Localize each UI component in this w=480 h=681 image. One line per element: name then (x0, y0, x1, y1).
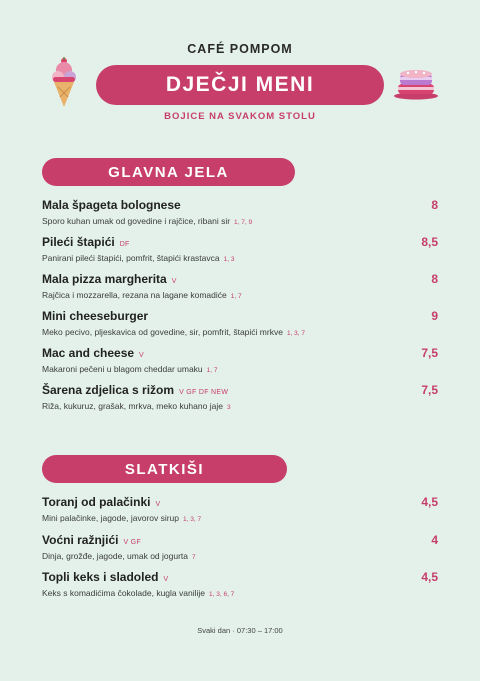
menu-item (42, 381, 438, 411)
item-desc-text: Panirani pileći štapići, pomfrit, štapići krastavca (42, 253, 220, 263)
opening-hours: Svaki dan · 07:30 – 17:00 (197, 626, 283, 635)
item-description (42, 253, 438, 263)
item-description (42, 216, 438, 226)
item-name (42, 307, 153, 325)
item-name-text: Voćni ražnjići (42, 533, 119, 547)
item-description (42, 588, 438, 598)
item-desc-text: Makaroni pečeni u blagom cheddar umaku (42, 364, 203, 374)
menu-item (42, 344, 438, 374)
item-price: 8,5 (421, 235, 438, 249)
menu-item (42, 233, 438, 263)
item-name (42, 196, 186, 214)
menu-item (42, 531, 438, 561)
item-description (42, 364, 438, 374)
item-allergens: 1, 3 (223, 256, 235, 263)
section-desserts-title (42, 455, 287, 483)
item-name-text: Toranj od palačinki (42, 495, 151, 509)
menu-title (96, 65, 384, 105)
item-name (42, 344, 144, 362)
item-tags: V (155, 501, 161, 508)
menu-item (42, 196, 438, 226)
item-description (42, 290, 438, 300)
item-name-text: Mala špageta bolognese (42, 198, 181, 212)
section-main-title (42, 158, 295, 186)
item-name-text: Mala pizza margherita (42, 272, 167, 286)
item-tags: V (139, 352, 145, 359)
cake-icon (393, 66, 439, 100)
item-price: 4,5 (421, 495, 438, 509)
section-desserts-title-text: SLATKIŠI (124, 460, 205, 478)
item-desc-text: Riža, kukuruz, grašak, mrkva, meko kuhano jaje (42, 401, 223, 411)
item-name (42, 531, 141, 549)
item-allergens: 7 (192, 554, 196, 561)
item-allergens: 1, 7 (206, 367, 218, 374)
item-description (42, 401, 438, 411)
item-tags: V GF DF NEW (179, 389, 229, 396)
item-name-text: Topli keks i sladoled (42, 570, 159, 584)
item-name (42, 381, 228, 399)
item-price: 9 (431, 309, 438, 323)
menu-item (42, 493, 438, 523)
item-description (42, 513, 438, 523)
item-name-text: Pileći štapići (42, 235, 115, 249)
item-price: 4,5 (421, 570, 438, 584)
item-price: 8 (431, 272, 438, 286)
menu-subtitle: BOJICE NA SVAKOM STOLU (164, 111, 316, 122)
item-allergens: 1, 3, 7 (286, 330, 306, 337)
item-desc-text: Dinja, grožđe, jagode, umak od jogurta (42, 551, 189, 561)
item-description (42, 551, 438, 561)
item-price: 7,5 (421, 383, 438, 397)
item-tags: DF (119, 241, 130, 248)
item-tags: V (171, 278, 177, 285)
item-desc-text: Sporo kuhan umak od govedine i rajčice, ribani sir (42, 216, 231, 226)
ice-cream-icon (50, 57, 78, 109)
item-allergens: 3 (226, 404, 231, 411)
item-desc-text: Meko pecivo, pljeskavica od govedine, sir, pomfrit, štapići mrkve (42, 327, 283, 337)
item-name (42, 493, 160, 511)
item-allergens: 1, 7, 9 (234, 219, 253, 226)
item-name-text: Mac and cheese (42, 346, 135, 360)
item-price: 8 (431, 198, 438, 212)
item-name (42, 568, 168, 586)
item-desc-text: Keks s komadićima čokolade, kugla vanilije (42, 588, 205, 598)
item-name (42, 233, 130, 251)
item-tags: V (163, 576, 169, 583)
item-name-text: Mini cheeseburger (42, 309, 149, 323)
cafe-name: CAFÉ POMPOM (187, 42, 293, 56)
menu-item (42, 270, 438, 300)
item-desc-text: Mini palačinke, jagode, javorov sirup (42, 513, 180, 523)
item-name (42, 270, 177, 288)
menu-item (42, 568, 438, 598)
item-name-text: Šarena zdjelica s rižom (42, 383, 175, 397)
item-desc-text: Rajčica i mozzarella, rezana na lagane komadiće (42, 290, 227, 300)
item-tags: V GF (123, 539, 142, 546)
section-main-title-text: GLAVNA JELA (108, 163, 229, 181)
item-price: 7,5 (421, 346, 438, 360)
item-description (42, 327, 438, 337)
item-allergens: 1, 7 (230, 293, 242, 300)
menu-title-text: DJEČJI MENI (165, 73, 315, 96)
item-allergens: 1, 3, 7 (183, 516, 202, 523)
menu-item (42, 307, 438, 337)
item-allergens: 1, 3, 6, 7 (209, 591, 235, 598)
item-price: 4 (431, 533, 438, 547)
